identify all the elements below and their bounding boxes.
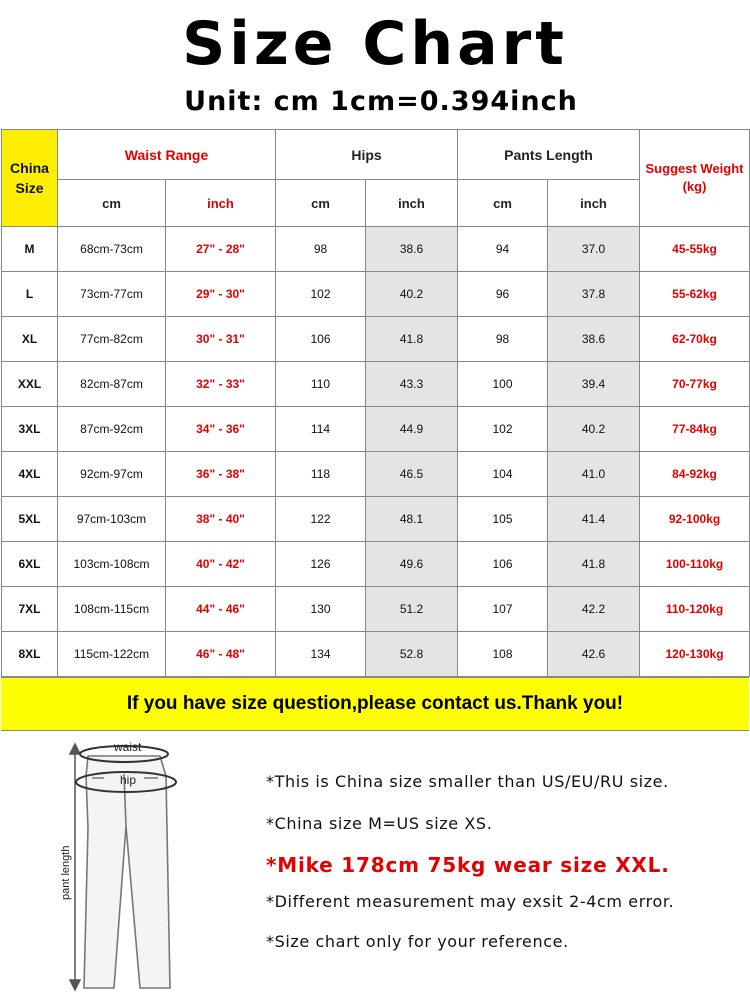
- cell-size: 4XL: [2, 452, 58, 497]
- cell-length-cm: 96: [458, 272, 548, 317]
- cell-hips-cm: 134: [276, 632, 366, 677]
- cell-waist-cm: 73cm-77cm: [58, 272, 166, 317]
- cell-weight: 55-62kg: [640, 272, 750, 317]
- header-pants-length: Pants Length: [458, 130, 640, 180]
- size-table-body: [2, 227, 750, 677]
- cell-waist-cm: 87cm-92cm: [58, 407, 166, 452]
- cell-length-cm: 106: [458, 542, 548, 587]
- cell-waist-inch: 29" - 30": [166, 272, 276, 317]
- cell-waist-inch: 32" - 33": [166, 362, 276, 407]
- cell-length-inch: 42.2: [548, 587, 640, 632]
- cell-size: 5XL: [2, 497, 58, 542]
- table-row: [2, 497, 750, 542]
- subheader-waist-cm: cm: [58, 180, 166, 227]
- cell-hips-cm: 118: [276, 452, 366, 497]
- cell-waist-inch: 44" - 46": [166, 587, 276, 632]
- hip-label: hip: [120, 773, 137, 787]
- cell-weight: 84-92kg: [640, 452, 750, 497]
- table-row: [2, 407, 750, 452]
- cell-length-inch: 38.6: [548, 317, 640, 362]
- header-suggest-weight: Suggest Weight (kg): [640, 130, 750, 227]
- unit-subtitle: Unit: cm 1cm=0.394inch: [184, 86, 578, 117]
- note-measurement-error: *Different measurement may exsit 2-4cm error.: [266, 892, 675, 911]
- cell-waist-inch: 38" - 40": [166, 497, 276, 542]
- cell-length-inch: 40.2: [548, 407, 640, 452]
- cell-length-inch: 37.0: [548, 227, 640, 272]
- cell-weight: 100-110kg: [640, 542, 750, 587]
- cell-length-inch: 39.4: [548, 362, 640, 407]
- cell-hips-cm: 114: [276, 407, 366, 452]
- cell-length-inch: 42.6: [548, 632, 640, 677]
- cell-size: M: [2, 227, 58, 272]
- cell-size: XXL: [2, 362, 58, 407]
- cell-length-cm: 104: [458, 452, 548, 497]
- cell-hips-cm: 122: [276, 497, 366, 542]
- cell-waist-inch: 34" - 36": [166, 407, 276, 452]
- pants-measurement-figure: [48, 738, 188, 994]
- header-hips: Hips: [276, 130, 458, 180]
- table-row: [2, 587, 750, 632]
- cell-hips-cm: 110: [276, 362, 366, 407]
- cell-length-inch: 41.8: [548, 542, 640, 587]
- cell-hips-cm: 126: [276, 542, 366, 587]
- subheader-length-cm: cm: [458, 180, 548, 227]
- cell-hips-inch: 51.2: [366, 587, 458, 632]
- table-row: [2, 632, 750, 677]
- cell-hips-inch: 43.3: [366, 362, 458, 407]
- cell-waist-inch: 36" - 38": [166, 452, 276, 497]
- chart-title: Size Chart: [182, 9, 568, 79]
- cell-hips-inch: 48.1: [366, 497, 458, 542]
- header-china-size: China Size: [2, 130, 58, 227]
- cell-waist-inch: 40" - 42": [166, 542, 276, 587]
- cell-waist-cm: 92cm-97cm: [58, 452, 166, 497]
- note-us-size: *China size M=US size XS.: [266, 814, 493, 833]
- cell-waist-inch: 30" - 31": [166, 317, 276, 362]
- cell-length-cm: 102: [458, 407, 548, 452]
- size-table: [1, 129, 750, 677]
- cell-waist-cm: 77cm-82cm: [58, 317, 166, 362]
- cell-weight: 92-100kg: [640, 497, 750, 542]
- cell-length-inch: 41.4: [548, 497, 640, 542]
- cell-length-cm: 98: [458, 317, 548, 362]
- cell-length-cm: 105: [458, 497, 548, 542]
- cell-hips-cm: 98: [276, 227, 366, 272]
- cell-weight: 45-55kg: [640, 227, 750, 272]
- cell-size: 6XL: [2, 542, 58, 587]
- note-model-size: *Mike 178cm 75kg wear size XXL.: [266, 853, 670, 877]
- cell-hips-inch: 49.6: [366, 542, 458, 587]
- cell-hips-inch: 52.8: [366, 632, 458, 677]
- table-row: [2, 272, 750, 317]
- cell-length-inch: 41.0: [548, 452, 640, 497]
- cell-hips-inch: 46.5: [366, 452, 458, 497]
- cell-waist-cm: 115cm-122cm: [58, 632, 166, 677]
- cell-waist-cm: 82cm-87cm: [58, 362, 166, 407]
- cell-size: L: [2, 272, 58, 317]
- waist-label: waist: [114, 740, 142, 754]
- subheader-hips-inch: inch: [366, 180, 458, 227]
- subheader-hips-cm: cm: [276, 180, 366, 227]
- pant-length-label: pant length: [60, 845, 72, 900]
- note-reference: *Size chart only for your reference.: [266, 932, 569, 951]
- cell-hips-cm: 106: [276, 317, 366, 362]
- cell-size: 8XL: [2, 632, 58, 677]
- table-row: [2, 362, 750, 407]
- cell-weight: 110-120kg: [640, 587, 750, 632]
- table-row: [2, 227, 750, 272]
- cell-length-inch: 37.8: [548, 272, 640, 317]
- cell-length-cm: 94: [458, 227, 548, 272]
- cell-weight: 120-130kg: [640, 632, 750, 677]
- table-row: [2, 452, 750, 497]
- cell-waist-cm: 97cm-103cm: [58, 497, 166, 542]
- cell-hips-cm: 130: [276, 587, 366, 632]
- cell-length-cm: 100: [458, 362, 548, 407]
- cell-length-cm: 108: [458, 632, 548, 677]
- cell-hips-inch: 44.9: [366, 407, 458, 452]
- cell-waist-inch: 27" - 28": [166, 227, 276, 272]
- subheader-waist-inch: inch: [166, 180, 276, 227]
- table-row: [2, 542, 750, 587]
- cell-weight: 70-77kg: [640, 362, 750, 407]
- cell-waist-cm: 108cm-115cm: [58, 587, 166, 632]
- cell-size: 7XL: [2, 587, 58, 632]
- cell-weight: 77-84kg: [640, 407, 750, 452]
- cell-hips-inch: 41.8: [366, 317, 458, 362]
- cell-waist-cm: 68cm-73cm: [58, 227, 166, 272]
- cell-size: XL: [2, 317, 58, 362]
- table-row: [2, 317, 750, 362]
- header-waist-range: Waist Range: [58, 130, 276, 180]
- note-china-size: *This is China size smaller than US/EU/RU size.: [266, 772, 669, 791]
- cell-weight: 62-70kg: [640, 317, 750, 362]
- contact-banner: If you have size question,please contact us.Thank you!: [1, 677, 749, 731]
- cell-waist-inch: 46" - 48": [166, 632, 276, 677]
- cell-hips-inch: 38.6: [366, 227, 458, 272]
- cell-waist-cm: 103cm-108cm: [58, 542, 166, 587]
- subheader-length-inch: inch: [548, 180, 640, 227]
- cell-size: 3XL: [2, 407, 58, 452]
- cell-length-cm: 107: [458, 587, 548, 632]
- cell-hips-inch: 40.2: [366, 272, 458, 317]
- cell-hips-cm: 102: [276, 272, 366, 317]
